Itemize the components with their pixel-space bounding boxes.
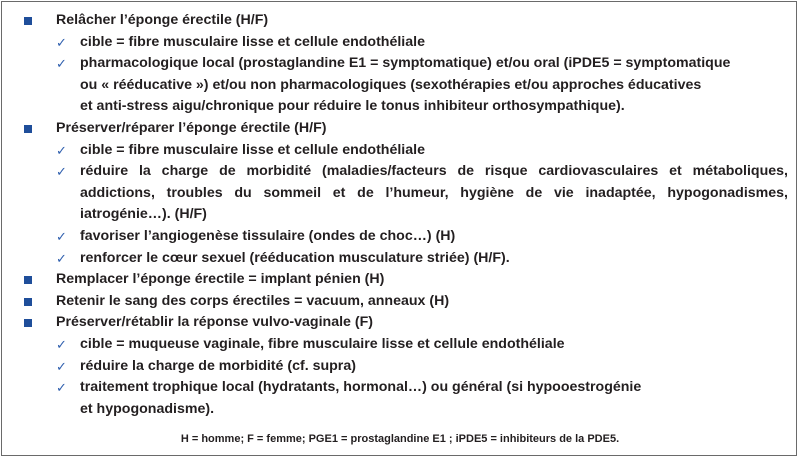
check-mark-icon: ✓ bbox=[56, 164, 67, 180]
sub-item-text: pharmacologique local (prostaglandine E1 = symptomatique) et/ou oral (iPDE5 = symptomatique bbox=[80, 55, 731, 72]
sub-item-text: cible = fibre musculaire lisse et cellule endothéliale bbox=[80, 33, 425, 50]
check-mark-icon: ✓ bbox=[56, 34, 67, 50]
item-title: Relâcher l’éponge érectile (H/F) bbox=[56, 12, 269, 28]
square-bullet-icon bbox=[24, 276, 32, 284]
check-mark-icon: ✓ bbox=[56, 336, 67, 352]
sub-item bbox=[2, 226, 798, 248]
sub-item-text: ou « rééducative ») et/ou non pharmacologiques (sexothérapies et/ou approches éducatives bbox=[80, 76, 702, 93]
check-mark-icon: ✓ bbox=[56, 250, 67, 266]
item-title: Retenir le sang des corps érectiles = vacuum, anneaux (H) bbox=[56, 292, 450, 309]
sub-item bbox=[2, 32, 798, 54]
check-mark-icon: ✓ bbox=[56, 380, 67, 396]
item-title: Préserver/rétablir la réponse vulvo-vaginale (F) bbox=[56, 314, 373, 331]
item-title: Préserver/réparer l’éponge érectile (H/F) bbox=[56, 119, 327, 136]
sub-item bbox=[2, 377, 798, 420]
sub-item-text: iatrogénie…). (H/F) bbox=[80, 206, 207, 223]
sub-item bbox=[2, 161, 798, 226]
list-item bbox=[2, 10, 798, 32]
sub-item-text: cible = fibre musculaire lisse et cellule endothéliale bbox=[80, 141, 425, 158]
sub-item bbox=[2, 140, 798, 162]
sub-item-text: favoriser l’angiogenèse tissulaire (ondes de choc…) (H) bbox=[80, 227, 456, 244]
sub-item-text: addictions, troubles du sommeil et de l’humeur, hygiène de vie inadaptée, hypogonadismes, bbox=[80, 184, 788, 201]
sub-item-text: traitement trophique local (hydratants, hormonal…) ou général (si hypooestrogénie bbox=[80, 379, 642, 396]
square-bullet-icon bbox=[24, 319, 32, 327]
item-title: Remplacer l’éponge érectile = implant pénien (H) bbox=[56, 271, 385, 288]
sub-item-text: et anti-stress aigu/chronique pour réduire le tonus inhibiteur orthosympathique). bbox=[80, 98, 625, 115]
sub-item-text: réduire la charge de morbidité (maladies/facteurs de risque cardiovasculaires et métaboliques, bbox=[80, 163, 788, 180]
check-mark-icon: ✓ bbox=[56, 142, 67, 158]
sub-item-text: réduire la charge de morbidité (cf. supra) bbox=[80, 357, 356, 374]
sub-item bbox=[2, 248, 798, 270]
check-mark-icon: ✓ bbox=[56, 56, 67, 72]
square-bullet-icon bbox=[24, 125, 32, 133]
sub-item-text: renforcer le cœur sexuel (rééducation musculature striée) (H/F). bbox=[80, 249, 510, 266]
square-bullet-icon bbox=[24, 17, 32, 25]
sub-item-text: et hypogonadisme). bbox=[80, 400, 215, 417]
list-item bbox=[2, 291, 798, 313]
sub-item-text: cible = muqueuse vaginale, fibre musculaire lisse et cellule endothéliale bbox=[80, 335, 565, 352]
sub-item bbox=[2, 356, 798, 378]
square-bullet-icon bbox=[24, 298, 32, 306]
list-item bbox=[2, 269, 798, 291]
sub-item bbox=[2, 334, 798, 356]
bullet-list bbox=[2, 10, 798, 420]
list-item bbox=[2, 312, 798, 334]
list-item bbox=[2, 118, 798, 140]
footnote: H = homme; F = femme; PGE1 = prostaglandine E1 ; iPDE5 = inhibiteurs de la PDE5. bbox=[180, 433, 620, 445]
sub-item bbox=[2, 53, 798, 118]
check-mark-icon: ✓ bbox=[56, 358, 67, 374]
check-mark-icon: ✓ bbox=[56, 228, 67, 244]
content-frame bbox=[1, 1, 797, 456]
